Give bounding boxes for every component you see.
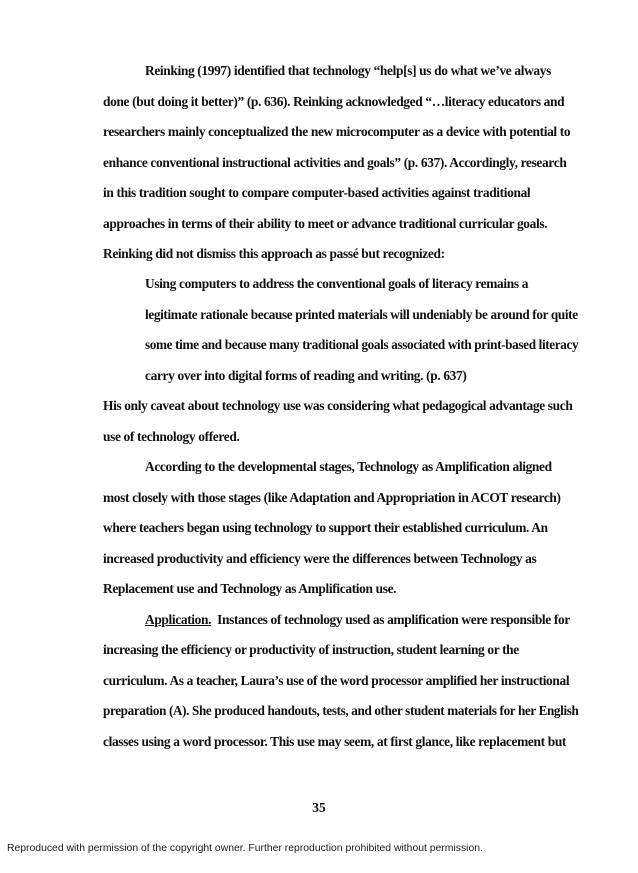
heading-line-rest: Instances of technology used as amplification were responsible for	[211, 612, 570, 627]
quote-line: Using computers to address the conventional goals of literacy remains a	[145, 276, 529, 291]
text-line: researchers mainly conceptualized the new microcomputer as a device with potential to	[103, 124, 571, 139]
text-line: approaches in terms of their ability to meet or advance traditional curricular goals.	[103, 216, 548, 231]
text-line: preparation (A). She produced handouts, tests, and other student materials for her English	[103, 703, 579, 718]
quote-line: carry over into digital forms of reading and writing. (p. 637)	[145, 368, 467, 383]
copyright-footer: Reproduced with permission of the copyright owner. Further reproduction prohibited without permission.	[7, 843, 483, 854]
text-line: increased productivity and efficiency were the differences between Technology as	[103, 551, 537, 566]
text-line: most closely with those stages (like Adaptation and Appropriation in ACOT research)	[103, 490, 561, 505]
quote-line: legitimate rationale because printed materials will undeniably be around for quite	[145, 307, 578, 322]
text-line: Replacement use and Technology as Amplification use.	[103, 581, 397, 596]
text-line: enhance conventional instructional activities and goals” (p. 637). Accordingly, research	[103, 155, 567, 170]
text-line: Reinking did not dismiss this approach as passé but recognized:	[103, 246, 445, 261]
section-heading-application: Application.	[145, 612, 212, 627]
text-line: in this tradition sought to compare computer-based activities against traditional	[103, 185, 531, 200]
text-line: use of technology offered.	[103, 429, 240, 444]
quote-line: some time and because many traditional goals associated with print-based literacy	[145, 337, 579, 352]
text-line: curriculum. As a teacher, Laura’s use of the word processor amplified her instructional	[103, 673, 570, 688]
text-line	[145, 612, 570, 628]
text-line: Reinking (1997) identified that technology “help[s] us do what we’ve always	[145, 63, 551, 78]
text-line: His only caveat about technology use was considering what pedagogical advantage such	[103, 398, 573, 413]
page-number: 35	[312, 800, 326, 815]
text-line: classes using a word processor. This use may seem, at first glance, like replacement but	[103, 734, 567, 749]
text-line: increasing the efficiency or productivity of instruction, student learning or the	[103, 642, 519, 657]
text-line: done (but doing it better)” (p. 636). Reinking acknowledged “…literacy educators and	[103, 94, 565, 109]
text-line: According to the developmental stages, Technology as Amplification aligned	[145, 459, 552, 474]
text-line: where teachers began using technology to support their established curriculum. An	[103, 520, 548, 535]
